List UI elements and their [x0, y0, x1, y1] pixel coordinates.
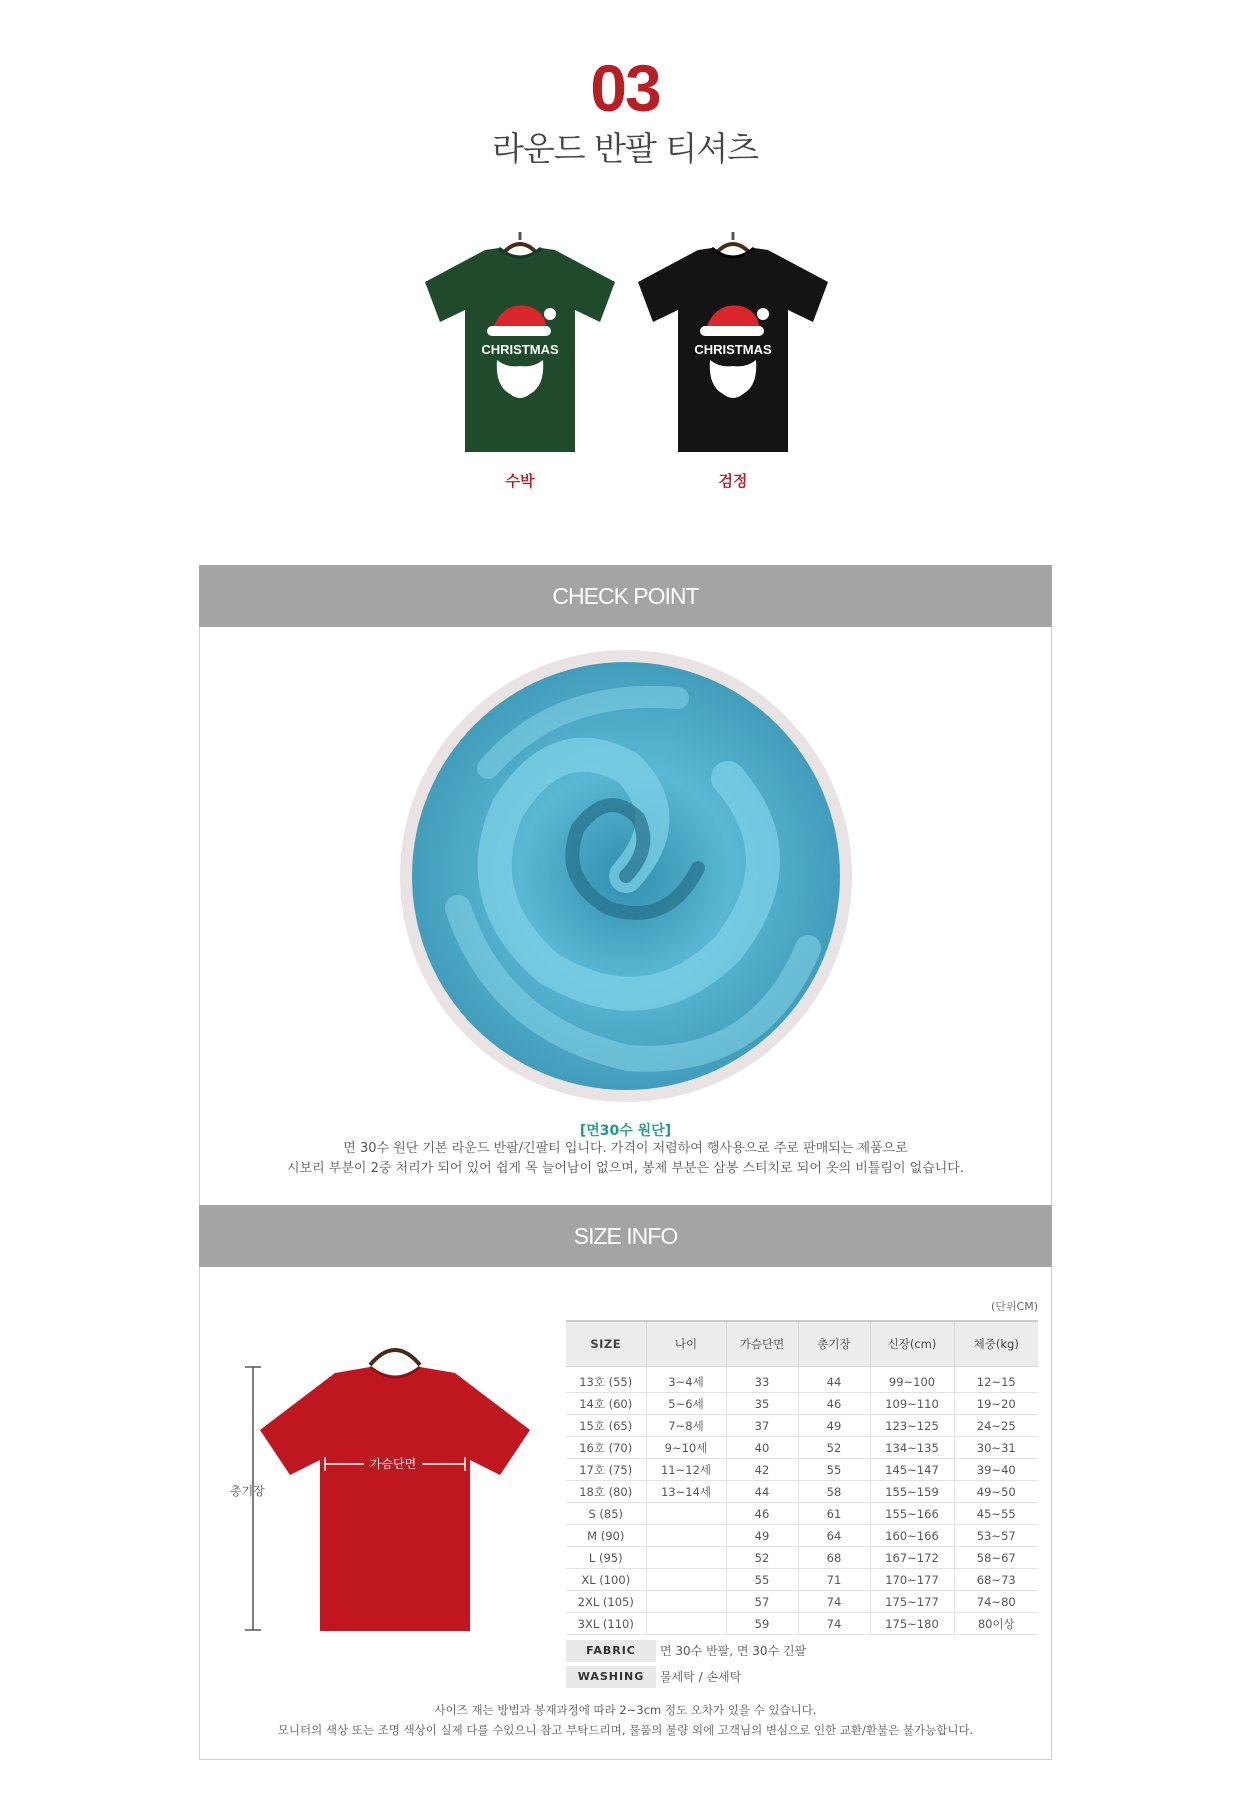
size-table-cell: 109~110: [870, 1393, 954, 1415]
total-length-label: 총기장: [230, 1484, 265, 1498]
size-table-row: [566, 1547, 1038, 1569]
size-diagram-tshirt: [235, 1325, 535, 1635]
size-table-row: [566, 1415, 1038, 1437]
size-table-cell: 74: [798, 1613, 870, 1635]
size-table-cell: [646, 1525, 726, 1547]
size-table-cell: 30~31: [954, 1437, 1038, 1459]
size-table-cell: 13호 (55): [566, 1367, 646, 1393]
unit-label: (단위CM): [990, 1300, 1038, 1313]
size-table-cell: 55: [798, 1459, 870, 1481]
column-header: 가슴단면: [726, 1321, 798, 1367]
color-label-black: 검정: [718, 472, 748, 490]
washing-label: WASHING: [566, 1666, 656, 1688]
svg-text:CHRISTMAS: CHRISTMAS: [481, 342, 559, 357]
size-table-cell: 74~80: [954, 1591, 1038, 1613]
column-header: 총기장: [798, 1321, 870, 1367]
size-table-row: [566, 1367, 1038, 1393]
size-table-cell: 9~10세: [646, 1437, 726, 1459]
size-table-cell: 35: [726, 1393, 798, 1415]
size-table-cell: 49: [798, 1415, 870, 1437]
size-table-cell: 12~15: [954, 1367, 1038, 1393]
chest-width-label: 가슴단면: [364, 1455, 422, 1472]
size-table-cell: 44: [726, 1481, 798, 1503]
size-table-body: [566, 1367, 1038, 1635]
size-table-cell: 155~166: [870, 1503, 954, 1525]
check-point-header: [199, 565, 1052, 627]
size-table-cell: 58: [798, 1481, 870, 1503]
size-table-row: [566, 1459, 1038, 1481]
size-table-cell: 44: [798, 1367, 870, 1393]
size-table-cell: [646, 1613, 726, 1635]
fabric-label: FABRIC: [566, 1640, 656, 1662]
size-table-cell: 64: [798, 1525, 870, 1547]
size-table-cell: 49~50: [954, 1481, 1038, 1503]
size-table-cell: 167~172: [870, 1547, 954, 1569]
product-title: 라운드 반팔 티셔츠: [491, 129, 758, 168]
column-header: 체중(kg): [954, 1321, 1038, 1367]
size-table-cell: 160~166: [870, 1525, 954, 1547]
size-table-cell: S (85): [566, 1503, 646, 1525]
size-table-cell: 74: [798, 1591, 870, 1613]
size-table-row: [566, 1613, 1038, 1635]
notice-line-2: 모니터의 색상 또는 조명 색상이 실제 다를 수있으니 참고 부탁드리며, 물품의 불량 외에 고객님의 변심으로 인한 교환/환불은 불가능합니다.: [277, 1723, 974, 1737]
size-table-row: [566, 1525, 1038, 1547]
color-label-green: 수박: [505, 472, 535, 490]
size-table-cell: 49: [726, 1525, 798, 1547]
size-table-cell: 71: [798, 1569, 870, 1591]
size-table-cell: 37: [726, 1415, 798, 1437]
size-table-cell: 68: [798, 1547, 870, 1569]
size-table-cell: 53~57: [954, 1525, 1038, 1547]
size-table-cell: 7~8세: [646, 1415, 726, 1437]
description-line-1: 면 30수 원단 기본 라운드 반팔/긴팔티 입니다. 가격이 저렴하여 행사용으로 주로 판매되는 제품으로: [343, 1141, 908, 1156]
size-table-row: [566, 1503, 1038, 1525]
size-table-cell: 170~177: [870, 1569, 954, 1591]
size-table-cell: 52: [726, 1547, 798, 1569]
size-table-cell: 46: [726, 1503, 798, 1525]
size-info-header: [199, 1205, 1052, 1267]
size-table-cell: 40: [726, 1437, 798, 1459]
size-table-row: [566, 1437, 1038, 1459]
size-table-cell: 55: [726, 1569, 798, 1591]
size-table-cell: 18호 (80): [566, 1481, 646, 1503]
size-table-cell: 19~20: [954, 1393, 1038, 1415]
size-table-cell: 68~73: [954, 1569, 1038, 1591]
size-table-cell: 134~135: [870, 1437, 954, 1459]
size-table-cell: [646, 1547, 726, 1569]
size-table-cell: 16호 (70): [566, 1437, 646, 1459]
column-header: SIZE: [566, 1321, 646, 1367]
size-table-cell: 13~14세: [646, 1481, 726, 1503]
size-table-cell: 57: [726, 1591, 798, 1613]
size-table-cell: 175~177: [870, 1591, 954, 1613]
size-table-cell: 45~55: [954, 1503, 1038, 1525]
size-table-cell: 175~180: [870, 1613, 954, 1635]
size-table-cell: 123~125: [870, 1415, 954, 1437]
size-table-cell: 58~67: [954, 1547, 1038, 1569]
size-table-cell: L (95): [566, 1547, 646, 1569]
washing-value: 물세탁 / 손세탁: [660, 1670, 742, 1684]
size-table-cell: 15호 (65): [566, 1415, 646, 1437]
fabric-swirl-image: [398, 648, 854, 1104]
size-table-cell: 80이상: [954, 1613, 1038, 1635]
size-table-cell: 5~6세: [646, 1393, 726, 1415]
check-point-title: CHECK POINT: [552, 583, 699, 609]
size-table-cell: 3~4세: [646, 1367, 726, 1393]
size-table-row: [566, 1569, 1038, 1591]
size-table-header-row: [566, 1321, 1038, 1367]
column-header: 신장(cm): [870, 1321, 954, 1367]
size-table-cell: 99~100: [870, 1367, 954, 1393]
size-info-title: SIZE INFO: [573, 1223, 678, 1249]
svg-text:CHRISTMAS: CHRISTMAS: [694, 342, 772, 357]
size-table-row: [566, 1591, 1038, 1613]
size-table: [566, 1320, 1038, 1635]
size-table-cell: 17호 (75): [566, 1459, 646, 1481]
product-number: 03: [590, 51, 660, 125]
black-tshirt-image: [628, 230, 838, 470]
size-table-cell: M (90): [566, 1525, 646, 1547]
size-table-cell: 24~25: [954, 1415, 1038, 1437]
fabric-caption: [면30수 원단]: [579, 1123, 672, 1139]
size-table-cell: 42: [726, 1459, 798, 1481]
description-line-2: 시보리 부분이 2중 처리가 되어 있어 쉽게 목 늘어남이 없으며, 봉제 부분은 삼봉 스티치로 되어 옷의 비틀림이 없습니다.: [286, 1161, 964, 1176]
size-table-cell: 39~40: [954, 1459, 1038, 1481]
notice-line-1: 사이즈 재는 방법과 봉재과정에 따라 2~3cm 정도 오차가 있을 수 있습니다.: [434, 1703, 817, 1717]
size-table-row: [566, 1481, 1038, 1503]
size-table-cell: 14호 (60): [566, 1393, 646, 1415]
size-table-row: [566, 1393, 1038, 1415]
size-table-cell: 46: [798, 1393, 870, 1415]
size-table-cell: 145~147: [870, 1459, 954, 1481]
column-header: 나이: [646, 1321, 726, 1367]
fabric-value: 면 30수 반팔, 면 30수 긴팔: [660, 1644, 807, 1658]
size-table-cell: 52: [798, 1437, 870, 1459]
size-table-cell: [646, 1503, 726, 1525]
size-table-cell: XL (100): [566, 1569, 646, 1591]
size-table-cell: 2XL (105): [566, 1591, 646, 1613]
size-table-cell: 11~12세: [646, 1459, 726, 1481]
green-tshirt-image: [415, 230, 625, 470]
size-table-cell: 59: [726, 1613, 798, 1635]
size-table-cell: 155~159: [870, 1481, 954, 1503]
size-table-cell: [646, 1591, 726, 1613]
size-table-cell: 61: [798, 1503, 870, 1525]
size-table-cell: 3XL (110): [566, 1613, 646, 1635]
size-table-cell: [646, 1569, 726, 1591]
size-table-cell: 33: [726, 1367, 798, 1393]
